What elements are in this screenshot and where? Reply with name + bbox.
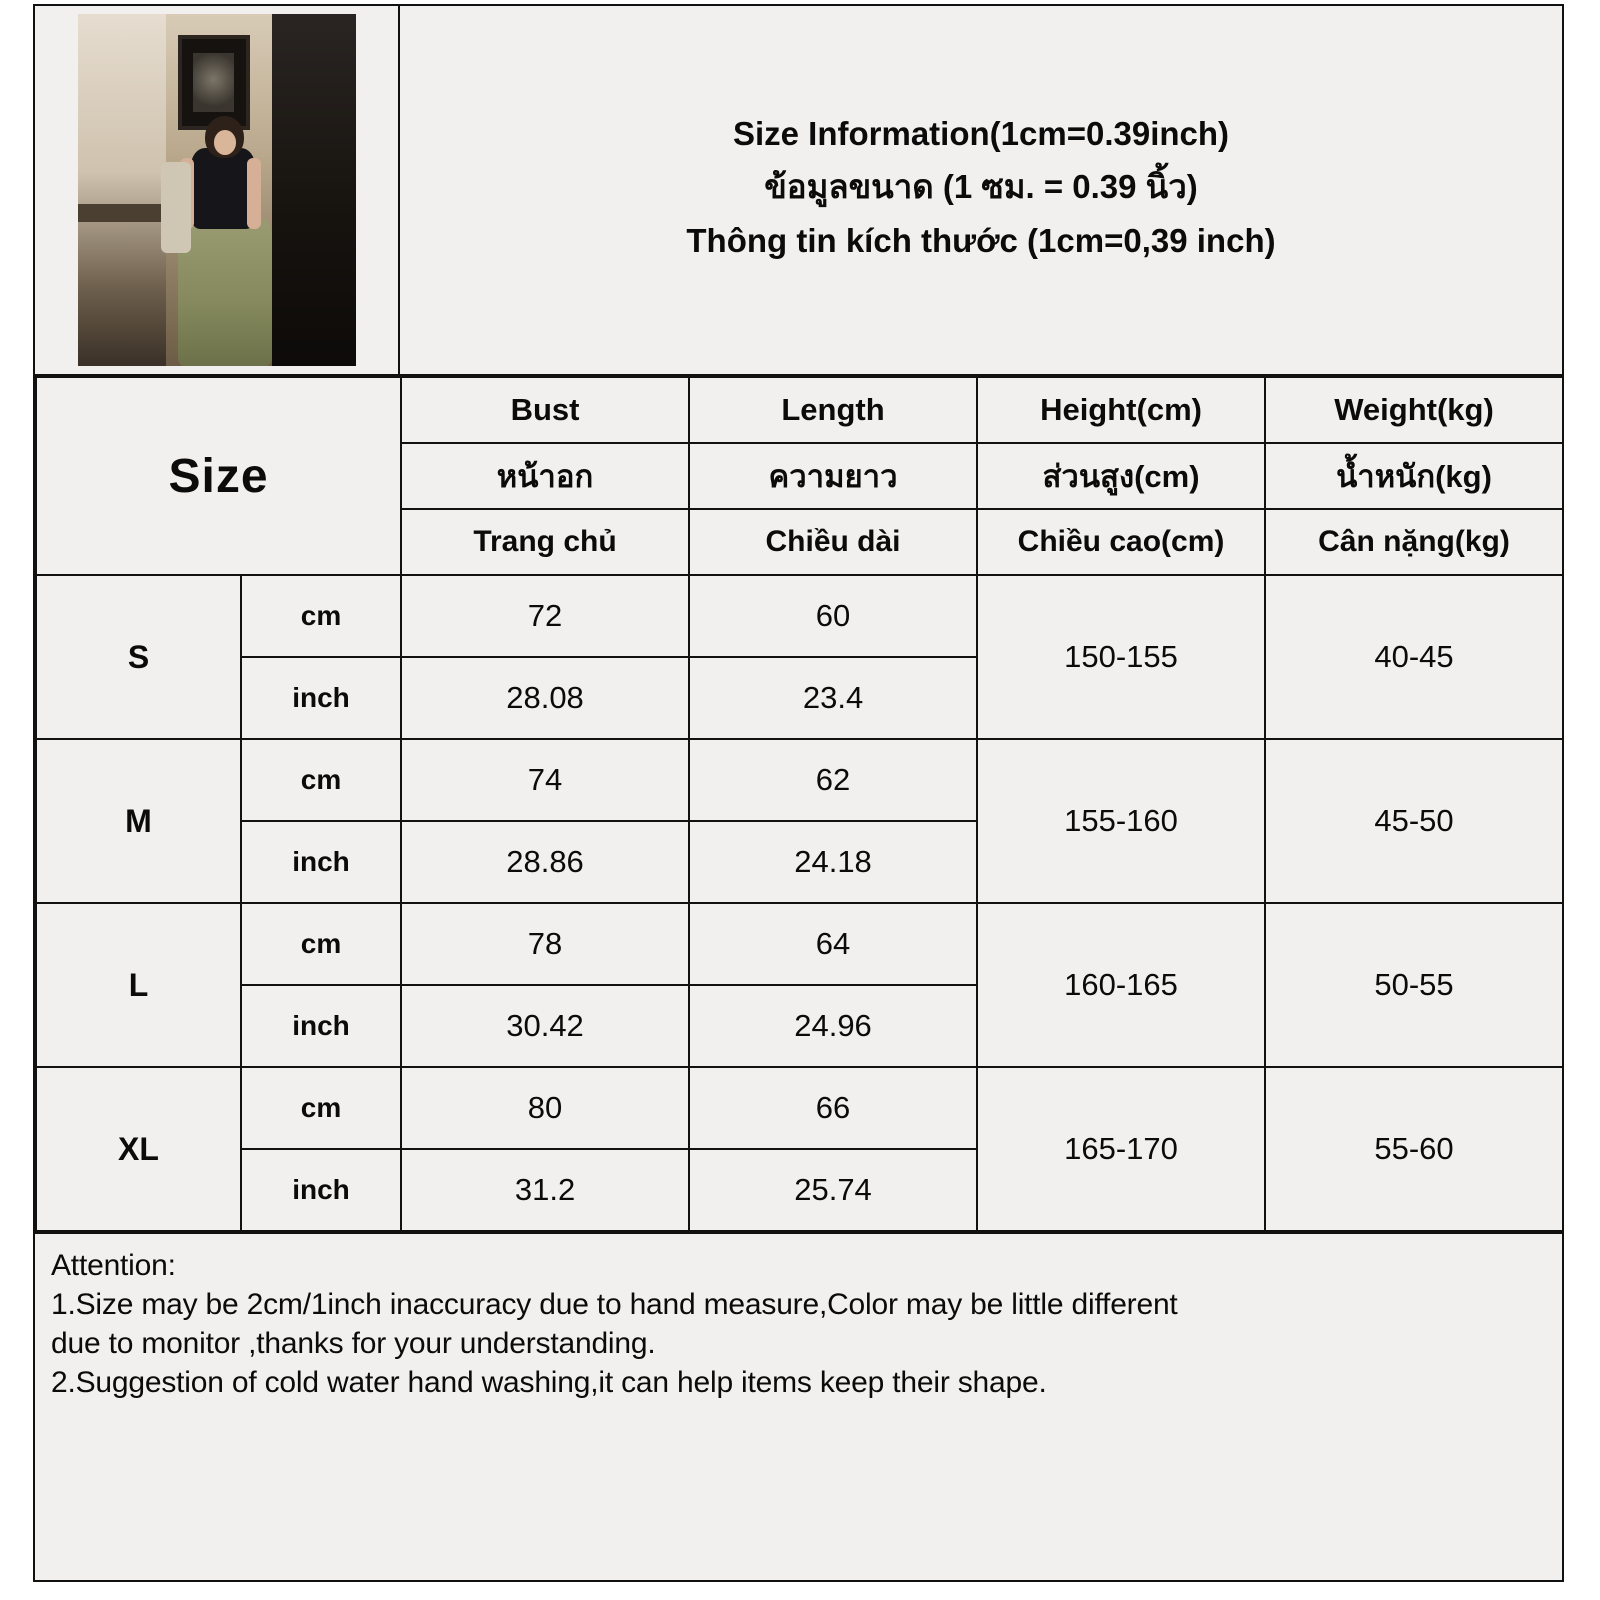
length-cm-m: 62: [689, 739, 977, 821]
bust-cm-l: 78: [401, 903, 689, 985]
size-table: [35, 376, 1564, 1232]
header-length-vi: Chiều dài: [689, 509, 977, 575]
bust-inch-m: 28.86: [401, 821, 689, 903]
title-line-vi: Thông tin kích thước (1cm=0,39 inch): [686, 221, 1276, 259]
height-s: 150-155: [977, 575, 1265, 739]
header-weight-th: น้ำหนัก(kg): [1265, 443, 1563, 509]
header-weight-vi: Cân nặng(kg): [1265, 509, 1563, 575]
bust-cm-xl: 80: [401, 1067, 689, 1149]
unit-cm-s: cm: [241, 575, 401, 657]
unit-cm-m: cm: [241, 739, 401, 821]
attention-block: [35, 1232, 1562, 1566]
table-row: [36, 903, 1563, 985]
header-weight-en: Weight(kg): [1265, 377, 1563, 443]
length-cm-l: 64: [689, 903, 977, 985]
product-photo: [78, 14, 356, 366]
length-inch-s: 23.4: [689, 657, 977, 739]
header-height-en: Height(cm): [977, 377, 1265, 443]
unit-inch-m: inch: [241, 821, 401, 903]
unit-cm-xl: cm: [241, 1067, 401, 1149]
header-height-vi: Chiều cao(cm): [977, 509, 1265, 575]
height-l: 160-165: [977, 903, 1265, 1067]
header-banner: [35, 6, 1562, 376]
height-xl: 165-170: [977, 1067, 1265, 1231]
header-bust-en: Bust: [401, 377, 689, 443]
height-m: 155-160: [977, 739, 1265, 903]
product-photo-cell: [35, 6, 400, 374]
title-line-th: ข้อมูลขนาด (1 ซม. = 0.39 นิ้ว): [764, 168, 1198, 206]
table-row: [36, 739, 1563, 821]
bust-inch-xl: 31.2: [401, 1149, 689, 1231]
length-inch-xl: 25.74: [689, 1149, 977, 1231]
weight-xl: 55-60: [1265, 1067, 1563, 1231]
weight-m: 45-50: [1265, 739, 1563, 903]
length-inch-m: 24.18: [689, 821, 977, 903]
length-cm-xl: 66: [689, 1067, 977, 1149]
header-height-th: ส่วนสูง(cm): [977, 443, 1265, 509]
bust-inch-l: 30.42: [401, 985, 689, 1067]
title-block: [400, 6, 1562, 374]
unit-inch-s: inch: [241, 657, 401, 739]
attention-line-2: due to monitor ,thanks for your understanding.: [51, 1327, 656, 1360]
size-header-cell: Size: [36, 377, 401, 575]
attention-line-3: 2.Suggestion of cold water hand washing,it can help items keep their shape.: [51, 1366, 1047, 1399]
header-length-en: Length: [689, 377, 977, 443]
weight-l: 50-55: [1265, 903, 1563, 1067]
table-row: [36, 575, 1563, 657]
title-line-en: Size Information(1cm=0.39inch): [732, 114, 1230, 152]
table-row: [36, 1067, 1563, 1149]
unit-inch-l: inch: [241, 985, 401, 1067]
size-value-s: S: [36, 575, 241, 739]
table-header-row-en: [36, 377, 1563, 443]
header-bust-th: หน้าอก: [401, 443, 689, 509]
header-bust-vi: Trang chủ: [401, 509, 689, 575]
bust-cm-s: 72: [401, 575, 689, 657]
size-value-l: L: [36, 903, 241, 1067]
bust-inch-s: 28.08: [401, 657, 689, 739]
bust-cm-m: 74: [401, 739, 689, 821]
attention-title: Attention:: [51, 1249, 176, 1282]
size-chart-sheet: [33, 4, 1564, 1582]
unit-cm-l: cm: [241, 903, 401, 985]
unit-inch-xl: inch: [241, 1149, 401, 1231]
length-cm-s: 60: [689, 575, 977, 657]
length-inch-l: 24.96: [689, 985, 977, 1067]
size-value-m: M: [36, 739, 241, 903]
weight-s: 40-45: [1265, 575, 1563, 739]
wall-picture-frame: [178, 35, 250, 130]
size-value-xl: XL: [36, 1067, 241, 1231]
header-length-th: ความยาว: [689, 443, 977, 509]
attention-line-1: 1.Size may be 2cm/1inch inaccuracy due to hand measure,Color may be little different: [51, 1288, 1178, 1321]
